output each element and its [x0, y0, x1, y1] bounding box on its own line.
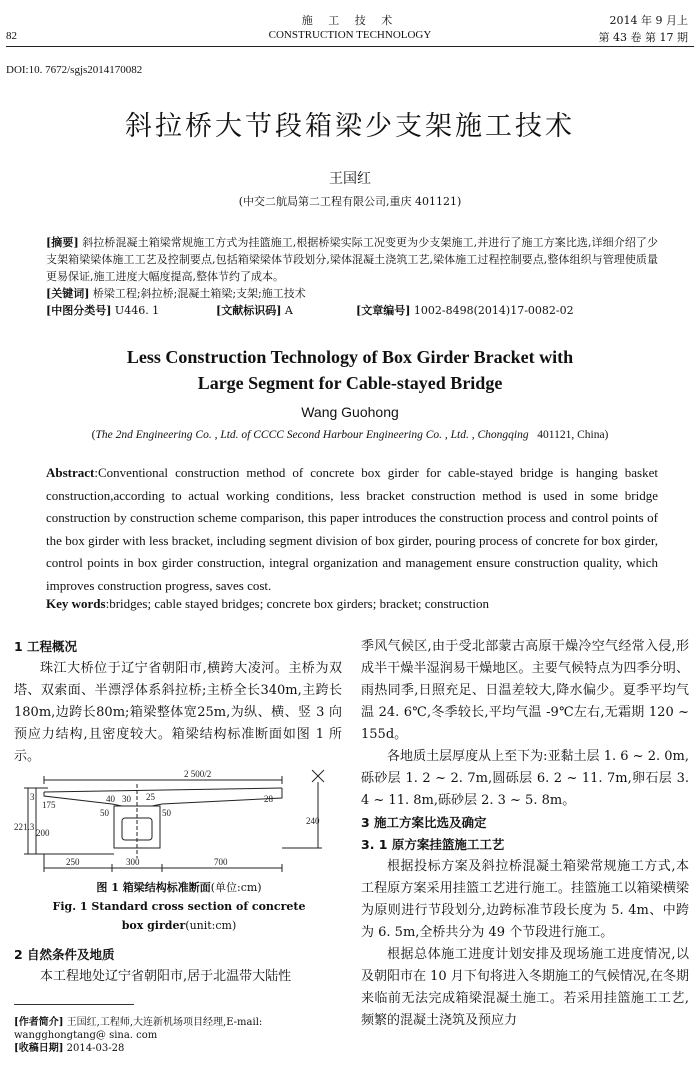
section-1-title: 1 工程概况 — [14, 639, 78, 654]
right-column — [361, 636, 689, 1032]
fig-caption-cn-unit: (单位:cm) — [210, 881, 262, 894]
abstract-en-text: :Conventional construction method of concrete box girder for cable-stayed bridge is hanging basket construction,according to actual working conditions, less bracket construction method is used in some bridge construction by construction scheme comparison, this paper introduces the construction process and control points of the box girder with less bracket, including segment division of box girder, pouring process of concrete for box girder, control points in box girder construction, integral organization and management ensure construction quality, which improves construction progress, saves cost. — [46, 465, 658, 593]
title-en — [0, 344, 700, 396]
dim-28: 28 — [264, 794, 273, 804]
figure-1-cross-section — [14, 768, 342, 878]
footnote-received-date: 2014-03-28 — [66, 1043, 125, 1054]
clc-value: U446. 1 — [114, 304, 160, 317]
volume-issue: 第 43 卷 第 17 期 — [598, 31, 688, 44]
dim-40: 40 — [106, 794, 115, 804]
dim-250: 250 — [66, 857, 80, 867]
fig-caption-en-unit: (unit:cm) — [185, 919, 237, 932]
figure-1-caption — [20, 878, 338, 935]
journal-name-en: CONSTRUCTION TECHNOLOGY — [268, 29, 432, 41]
dim-25: 25 — [146, 792, 155, 802]
doc-code-label: [文献标识码] — [216, 304, 282, 317]
footnote-author-text: 王国红,工程师,大连新机场项目经理,E-mail: — [66, 1017, 263, 1028]
article-no-value: 1002-8498(2014)17-0082-02 — [413, 304, 574, 317]
dim-300: 300 — [126, 857, 140, 867]
keywords-cn-label: [关键词] — [46, 287, 90, 300]
abstract-en — [46, 462, 658, 597]
abstract-cn-block — [46, 234, 658, 319]
dim-3: 3 — [30, 792, 35, 802]
section-3-1-paragraph-1: 根据投标方案及斜拉桥混凝土箱梁常规施工方式,本工程原方案采用挂篮工艺进行施工。挂篮施工以箱梁横梁为原则进行节段划分,边跨标准节段长度为 5. 4m、中跨为 6. 5m,全桥共分为 49 个节段进行施工。 — [361, 859, 689, 940]
section-2-title: 2 自然条件及地质 — [14, 947, 115, 962]
title-en-line2: Large Segment for Cable-stayed Bridge — [197, 373, 503, 393]
author-cn: 王国红 — [329, 171, 371, 187]
article-no-label: [文章编号] — [356, 304, 411, 317]
dim-700: 700 — [214, 857, 228, 867]
dim-200: 200 — [36, 828, 50, 838]
abstract-cn-label: [摘要] — [46, 236, 79, 249]
journal-name-cn: 施 工 技 术 — [301, 14, 399, 27]
header-rule — [6, 46, 694, 47]
doi[interactable]: DOI:10. 7672/sgjs2014170082 — [6, 64, 143, 76]
keywords-en — [46, 596, 658, 612]
issue-date: 2014 年 9 月上 — [609, 14, 688, 27]
keywords-en-label: Key words — [46, 596, 106, 611]
footnote-email[interactable]: wangghongtang@ sina. com — [14, 1030, 158, 1041]
doc-code-value: A — [284, 304, 293, 317]
section-3-title: 3 施工方案比选及确定 — [361, 815, 487, 830]
affil-en-postcode: 401121, China — [537, 429, 605, 441]
footnote-author — [14, 1016, 344, 1055]
left-column-bottom — [14, 944, 342, 988]
dim-175: 175 — [42, 800, 56, 810]
section-2-paragraph: 本工程地处辽宁省朝阳市,居于北温带大陆性 — [40, 969, 292, 984]
affil-lp: ( — [91, 429, 96, 441]
dim-50-right: 50 — [162, 808, 171, 818]
section-3-1-title: 3. 1 原方案挂篮施工工艺 — [361, 837, 505, 852]
section-3-1-paragraph-2: 根据总体施工进度计划安排及现场施工进度情况,以及朝阳市在 10 月下旬将进入冬期施工的气候情况,在冬期来临前无法完成箱梁混凝土施工。若采用挂篮施工工艺,频繁的混凝土浇筑及预应力 — [361, 947, 689, 1028]
title-cn: 斜拉桥大节段箱梁少支架施工技术 — [125, 111, 575, 142]
title-en-line1: Less Construction Technology of Box Girder Bracket with — [126, 347, 574, 367]
section-1-paragraph: 珠江大桥位于辽宁省朝阳市,横跨大凌河。主桥为双塔、双索面、半漂浮体系斜拉桥;主桥全长340m,主跨长180m,边跨长80m;箱梁整体宽25m,为纵、横、竖 3 向预应力结构,且密度较大。箱梁结构标准断面如图 1 所示。 — [14, 661, 342, 764]
climate-paragraph: 季风气候区,由于受北部蒙古高原干燥冷空气经常入侵,形成半干燥半湿润易干燥地区。主要气候特点为四季分明、雨热同季,日照充足、日温差较大,降水偏少。夏季平均气温 24. 6℃,冬季较长,平均气温 -9℃左右,无霜期 120 ~ 155d。 — [361, 639, 689, 742]
footnote-author-label: [作者简介] — [14, 1017, 64, 1028]
fig-caption-en-2: box girder — [121, 919, 186, 932]
affiliation-en — [0, 429, 700, 441]
dim-30: 30 — [122, 794, 131, 804]
dim-240: 240 — [306, 816, 320, 826]
dim-221-3: 221.3 — [14, 822, 35, 832]
classification-row — [46, 302, 658, 319]
keywords-cn-text: 桥梁工程;斜拉桥;混凝土箱梁;支架;施工技术 — [92, 287, 306, 300]
abstract-cn-text: 斜拉桥混凝土箱梁常规施工方式为挂篮施工,根据桥梁实际工况变更为少支架施工,并进行了施工方案比选,详细介绍了少支架箱梁梁体施工工艺及控制要点,包括箱梁梁体节段划分,梁体混凝土浇筑工艺,梁体施工过程控制要点,整体组织与管理使质量更易保证,施工进度大幅度提高,整体节约了成本。 — [46, 236, 658, 283]
clc-label: [中图分类号] — [46, 304, 112, 317]
affil-en-text: The 2nd Engineering Co. , Ltd. of CCCC Second Harbour Engineering Co. , Ltd. , Chongqing — [95, 429, 529, 441]
left-column-top — [14, 636, 342, 768]
footnote-received-label: [收稿日期] — [14, 1043, 64, 1054]
page-number: 82 — [6, 30, 17, 42]
fig-caption-en: Fig. 1 Standard cross section of concrete — [52, 900, 306, 913]
author-en: Wang Guohong — [301, 404, 399, 420]
abstract-en-label: Abstract — [46, 465, 95, 480]
deck-outline — [44, 788, 282, 806]
geology-paragraph: 各地质土层厚度从上至下为:亚黏土层 1. 6 ~ 2. 0m,砾砂层 1. 2 ~ 2. 7m,圆砾层 6. 2 ~ 11. 7m,卵石层 3. 4 ~ 11. 8m,砾砂层 2. 3 ~ 5. 8m。 — [361, 749, 689, 808]
footnote-rule — [14, 1004, 134, 1005]
keywords-en-text: :bridges; cable stayed bridges; concrete box girders; bracket; construction — [105, 596, 489, 611]
dim-50-left: 50 — [100, 808, 109, 818]
dim-top: 2 500/2 — [184, 769, 212, 779]
fig-caption-cn: 图 1 箱梁结构标准断面 — [96, 881, 211, 894]
affiliation-cn: (中交二航局第二工程有限公司,重庆 401121) — [238, 195, 462, 208]
affil-rp: ) — [604, 429, 609, 441]
